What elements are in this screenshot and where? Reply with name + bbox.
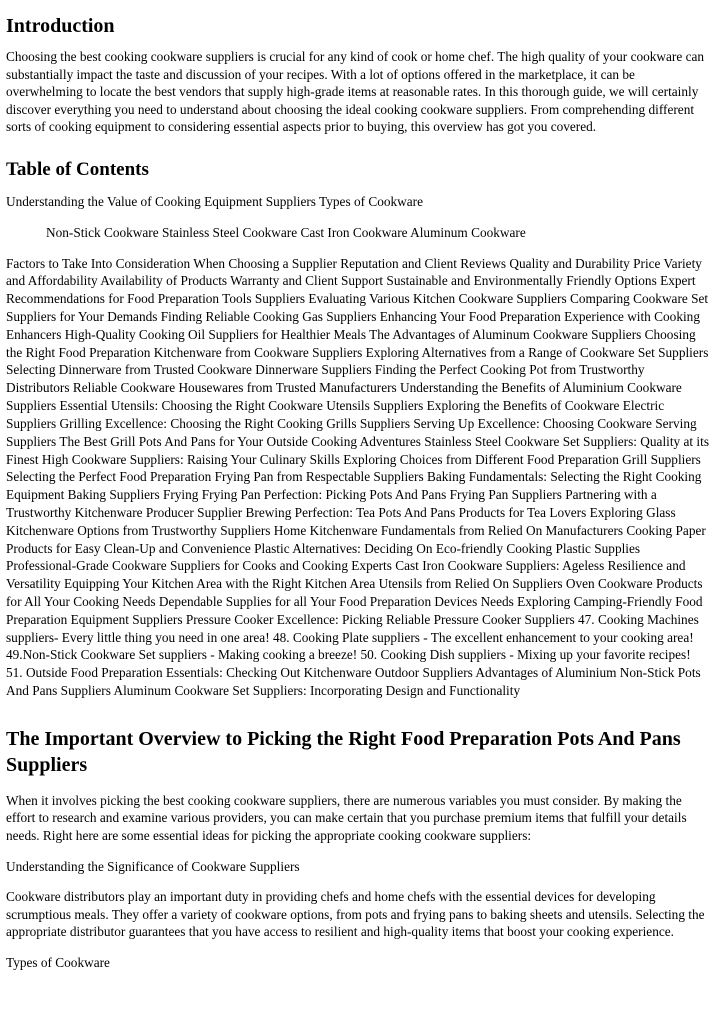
significance-paragraph: Cookware distributors play an important duty in providing chefs and home chefs with the essential devices for developing scrumptious meals. They offer a variety of cookware options, from pots and frying pans to baking sheets and utensils. Selecting the appropriate distributor guarantees that you have access to resilient and high-quality items that boost your cooking experience. bbox=[6, 889, 705, 940]
toc-entry-line-1: Understanding the Value of Cooking Equipment Suppliers Types of Cookware bbox=[6, 194, 424, 210]
toc-entry-block: Factors to Take Into Consideration When Choosing a Supplier Reputation and Client Reviews Quality and Durability Price Variety and Affordability Availability of Products Warranty and Client Support Sustainable and Environmentally Friendly Options Expert Recommendations for Food Preparation Tools Suppliers Evaluating Various Kitchen Cookware Suppliers Comparing Cookware Set Suppliers for Your Demands Finding Reliable Cooking Gas Suppliers Enhancing Your Food Preparation Experience with Cooking Enhancers High-Quality Cooking Oil Suppliers for Healthier Meals The Advantages of Aluminum Cookware Suppliers Choosing the Right Food Preparation Kitchenware from Cookware Suppliers Exploring Alternatives from a Range of Cookware Set Suppliers Selecting Dinnerware from Trusted Cookware Dinnerware Suppliers Finding the Perfect Cooking Pot from Trustworthy Distributors Reliable Cookware Housewares from Trusted Manufacturers Understanding the Benefits of Aluminium Cookware Suppliers Essential Utensils: Choosing the Right Cookware Utensils Suppliers Exploring the Benefits of Cookware Electric Suppliers Grilling Excellence: Choosing the Right Cooking Grills Suppliers Serving Up Excellence: Choosing Cookware Serving Suppliers The Best Grill Pots And Pans for Your Outside Cooking Adventures Stainless Steel Cookware Set Suppliers: Quality at its Finest High Cookware Suppliers: Raising Your Culinary Skills Exploring Choices from Different Food Preparation Grill Suppliers Selecting the Perfect Food Preparation Frying Pan from Respectable Suppliers Baking Fundamentals: Selecting the Right Cooking Equipment Baking Suppliers Frying Frying Pan Perfection: Picking Pots And Pans Frying Pan Suppliers Partnering with a Trustworthy Kitchenware Producer Supplier Brewing Perfection: Tea Pots And Pans Products for Tea Lovers Exploring Glass Kitchenware Options from Trustworthy Suppliers Home Kitchenware Fundamentals from Relied On Manufacturers Cooking Paper Products for Easy Clean-Up and Convenience Plastic Alternatives: Deciding On Eco-friendly Cooking Plastic Supplies Professional-Grade Cookware Suppliers for Cooks and Cooking Experts Cast Iron Cookware Suppliers: Ageless Resilience and Versatility Equipping Your Kitchen Area with the Right Kitchen Area Utensils from Relied On Suppliers Oven Cookware Products for All Your Cooking Needs Dependable Supplies for all Your Food Preparation Devices Needs Exploring Camping-Friendly Food Preparation Equipment Suppliers Pressure Cooker Excellence: Picking Reliable Pressure Cooker Suppliers 47. Cooking Machines suppliers- Every little thing you need in one area! 48. Cooking Plate suppliers - The excellent enhancement to your cooking area! 49.Non-Stick Cookware Set suppliers - Making cooking a breeze! 50. Cooking Dish suppliers - Mixing up your favorite recipes! 51. Outside Food Preparation Essentials: Checking Out Kitchenware Outdoor Suppliers Advantages of Aluminium Non-Stick Pots And Pans Suppliers Aluminum Cookware Set Suppliers: Incorporating Design and Functionality bbox=[6, 255, 709, 699]
section-heading-table-of-contents: Table of Contents bbox=[6, 158, 149, 180]
section-heading-important-overview: The Important Overview to Picking the Right Food Preparation Pots And Pans Suppliers bbox=[6, 727, 681, 776]
introduction-paragraph: Choosing the best cooking cookware suppliers is crucial for any kind of cook or home chef. The high quality of your cookware can substantially impact the taste and discussion of your recipes. With a lot of options offered in the marketplace, it can be overwhelming to locate the best vendors that supply high-grade items at reasonable rates. In this thorough guide, we will certainly discover everything you need to understand about choosing the ideal cooking cookware suppliers. From comprehending different sorts of cooking equipment to considering essential aspects prior to buying, this overview has got you covered. bbox=[6, 49, 705, 135]
subheading-significance-of-cookware-suppliers: Understanding the Significance of Cookware Suppliers bbox=[6, 858, 300, 874]
section-heading-introduction: Introduction bbox=[6, 15, 115, 37]
overview-paragraph: When it involves picking the best cooking cookware suppliers, there are numerous variables you must consider. By making the effort to research and examine various providers, you can make certain that you purchase premium items that fulfill your details needs. Right here are some essential ideas for picking the appropriate cooking cookware suppliers: bbox=[6, 792, 687, 843]
toc-entry-line-2: Non-Stick Cookware Stainless Steel Cookware Cast Iron Cookware Aluminum Cookware bbox=[46, 225, 526, 241]
subheading-types-of-cookware: Types of Cookware bbox=[6, 954, 110, 970]
